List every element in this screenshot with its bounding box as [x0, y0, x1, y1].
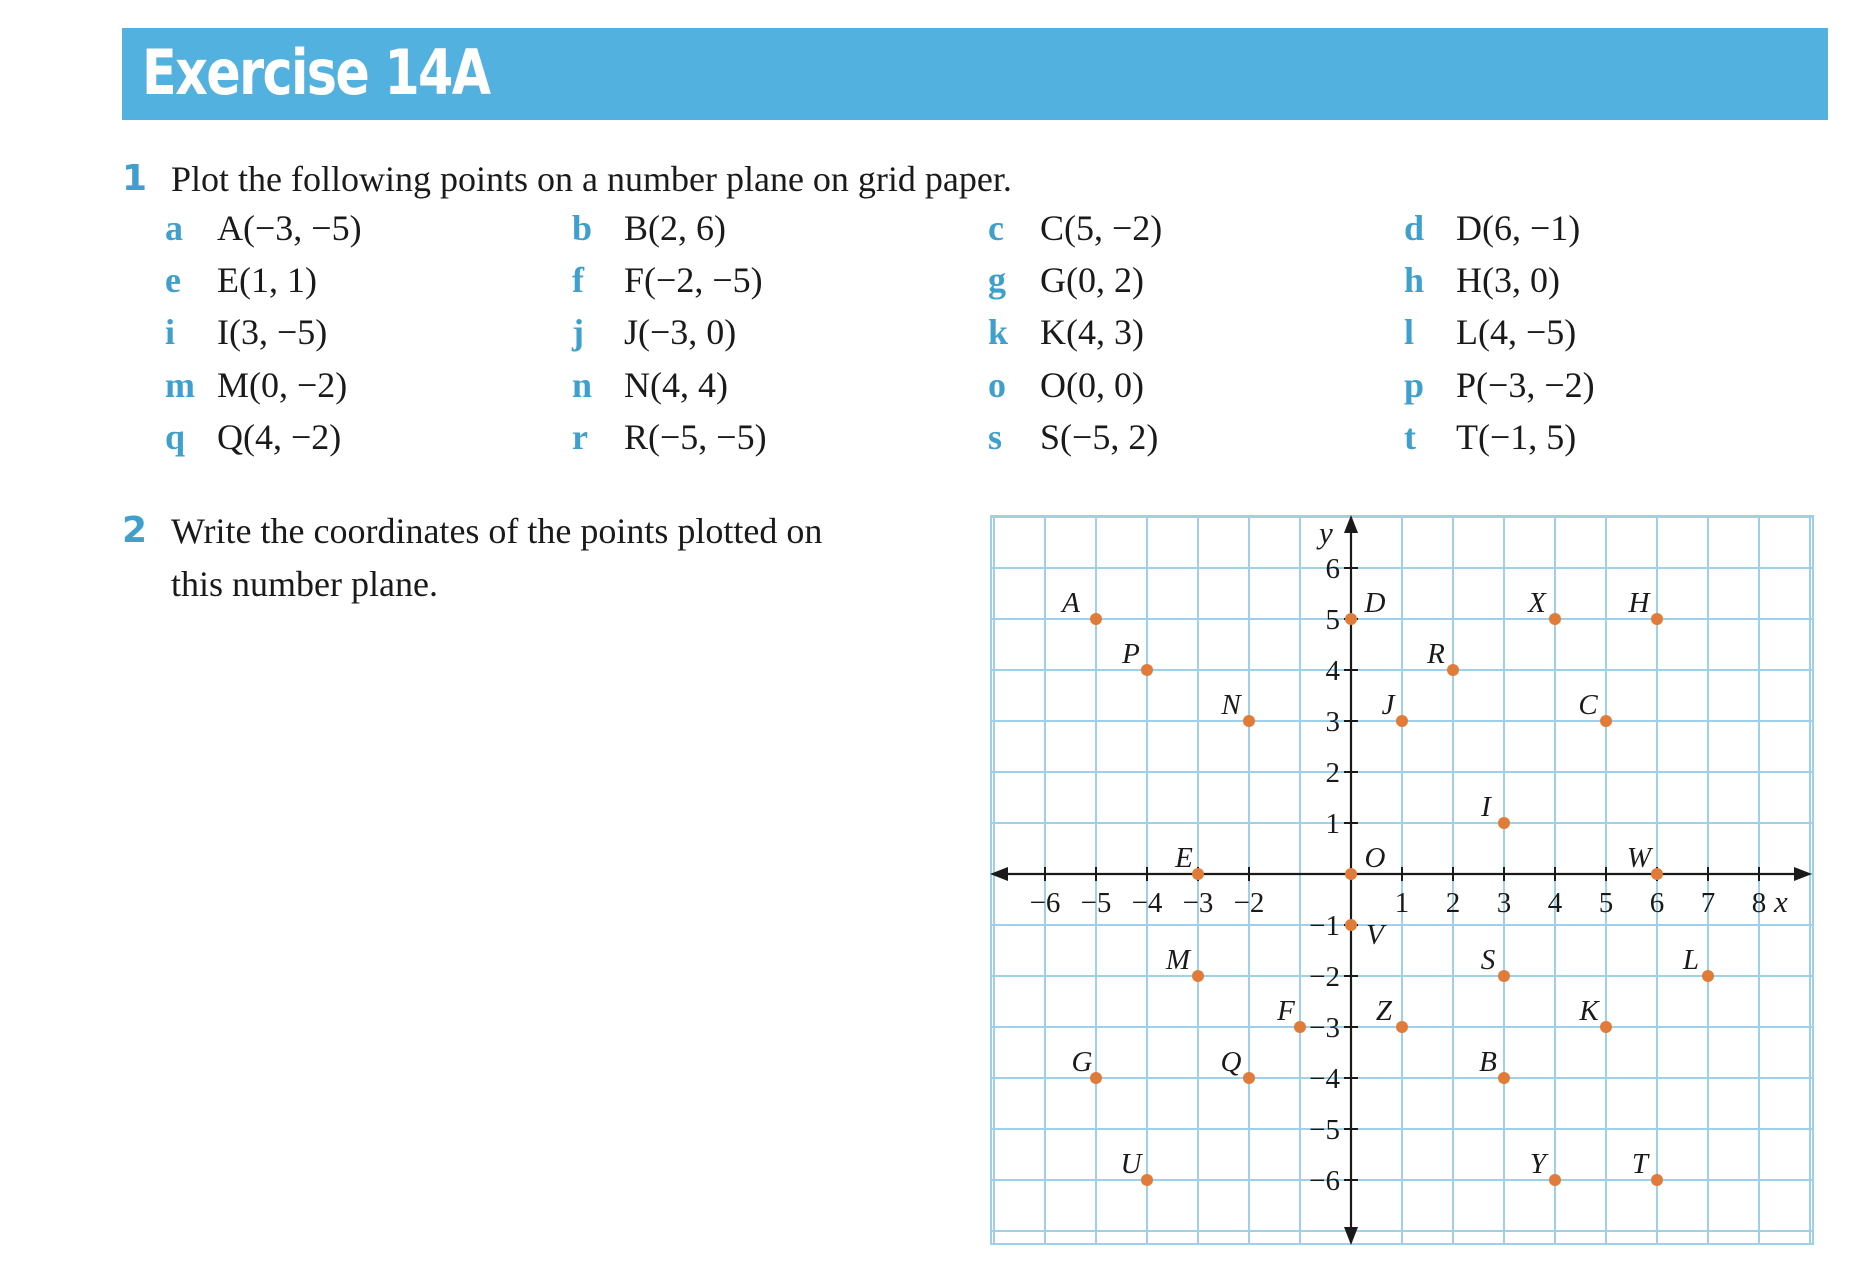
x-tick-label: −6 [1029, 887, 1061, 919]
number-plane [990, 515, 1814, 1245]
x-tick-label: 7 [1700, 887, 1716, 919]
point-P-marker [1141, 664, 1153, 676]
point-E-marker [1192, 868, 1204, 880]
y-axis-name: y [1319, 515, 1333, 550]
point-C-marker [1600, 715, 1612, 727]
item-o [988, 364, 1144, 416]
point-E-label: E [1175, 842, 1193, 874]
item-letter: m [165, 365, 195, 405]
point-S-label: S [1480, 944, 1496, 976]
point-G-label: G [1071, 1046, 1093, 1078]
item-coordinate: J(−3, 0) [624, 312, 737, 352]
item-letter: q [165, 417, 186, 457]
item-coordinate: B(2, 6) [624, 208, 726, 248]
x-tick-label: 3 [1496, 887, 1512, 919]
item-i [165, 311, 327, 363]
item-g [988, 259, 1144, 311]
item-letter: a [165, 208, 183, 248]
item-s [988, 416, 1158, 468]
item-q [165, 416, 341, 468]
item-coordinate: H(3, 0) [1456, 260, 1560, 300]
item-letter: l [1404, 312, 1415, 352]
point-O-marker [1345, 868, 1357, 880]
point-Y-marker [1549, 1174, 1561, 1186]
question-2-text-line-2: this number plane. [171, 564, 438, 604]
y-tick-label: −5 [1309, 1114, 1340, 1146]
x-tick-label: −4 [1131, 887, 1163, 919]
point-Z-label: Z [1375, 995, 1393, 1027]
y-tick-label: 4 [1325, 655, 1340, 687]
item-p [1404, 364, 1595, 416]
question-1-text: Plot the following points on a number plane on grid paper. [171, 159, 1012, 199]
item-coordinate: I(3, −5) [217, 312, 328, 352]
item-coordinate: F(−2, −5) [624, 260, 763, 300]
item-k [988, 311, 1144, 363]
point-I-marker [1498, 817, 1510, 829]
x-tick-label: 2 [1445, 887, 1461, 919]
question-2-number: 2 [122, 510, 148, 551]
question-1-number: 1 [122, 158, 148, 199]
item-letter: d [1404, 208, 1425, 248]
item-coordinate: O(0, 0) [1040, 365, 1144, 405]
point-W-label: W [1626, 842, 1652, 874]
item-coordinate: K(4, 3) [1040, 312, 1144, 352]
point-I-label: I [1481, 791, 1491, 823]
item-letter: f [572, 260, 584, 300]
point-X-marker [1549, 613, 1561, 625]
item-coordinate: Q(4, −2) [217, 417, 342, 457]
item-coordinate: L(4, −5) [1456, 312, 1577, 352]
x-tick-label: 4 [1547, 887, 1563, 919]
point-T-marker [1651, 1174, 1663, 1186]
point-U-label: U [1120, 1148, 1142, 1180]
point-S-marker [1498, 970, 1510, 982]
y-tick-label: 1 [1325, 808, 1340, 840]
point-U-marker [1141, 1174, 1153, 1186]
y-tick-label: −6 [1309, 1165, 1340, 1197]
item-coordinate: D(6, −1) [1456, 208, 1581, 248]
x-tick-label: −2 [1233, 887, 1265, 919]
point-W-marker [1651, 868, 1663, 880]
item-coordinate: P(−3, −2) [1456, 365, 1595, 405]
item-letter: h [1404, 260, 1425, 300]
point-J-marker [1396, 715, 1408, 727]
item-t [1404, 416, 1576, 468]
y-tick-label: −1 [1309, 910, 1340, 942]
x-tick-label: 5 [1598, 887, 1614, 919]
x-tick-label: 8 [1751, 887, 1767, 919]
x-tick-label: −5 [1080, 887, 1112, 919]
item-coordinate: R(−5, −5) [624, 417, 767, 457]
point-B-label: B [1479, 1046, 1497, 1078]
point-R-marker [1447, 664, 1459, 676]
header-banner [122, 28, 1828, 120]
item-letter: o [988, 365, 1006, 405]
item-letter: e [165, 260, 181, 300]
item-letter: r [572, 417, 588, 457]
point-H-marker [1651, 613, 1663, 625]
point-T-label: T [1631, 1148, 1649, 1180]
x-tick-label: −3 [1182, 887, 1214, 919]
point-B-marker [1498, 1072, 1510, 1084]
point-V-label: V [1366, 919, 1384, 951]
point-M-label: M [1165, 944, 1191, 976]
item-b [572, 207, 726, 259]
point-D-label: D [1364, 587, 1386, 619]
point-P-label: P [1122, 638, 1140, 670]
point-C-label: C [1578, 689, 1598, 721]
item-coordinate: M(0, −2) [217, 365, 348, 405]
point-Q-label: Q [1220, 1046, 1242, 1078]
point-O-label: O [1364, 842, 1386, 874]
item-e [165, 259, 317, 311]
item-a [165, 207, 362, 259]
item-letter: n [572, 365, 593, 405]
item-d [1404, 207, 1580, 259]
point-N-marker [1243, 715, 1255, 727]
point-L-label: L [1682, 944, 1700, 976]
x-tick-label: 6 [1649, 887, 1665, 919]
item-letter: p [1404, 365, 1425, 405]
point-F-marker [1294, 1021, 1306, 1033]
item-l [1404, 311, 1576, 363]
point-M-marker [1192, 970, 1204, 982]
item-h [1404, 259, 1560, 311]
point-X-label: X [1528, 587, 1546, 619]
x-tick-label: 1 [1394, 887, 1410, 919]
x-axis-name: x [1774, 884, 1788, 919]
item-coordinate: G(0, 2) [1040, 260, 1144, 300]
item-f [572, 259, 763, 311]
point-F-label: F [1277, 995, 1295, 1027]
point-A-marker [1090, 613, 1102, 625]
point-Y-label: Y [1529, 1148, 1547, 1180]
y-tick-label: 5 [1325, 604, 1340, 636]
item-letter: i [165, 312, 176, 352]
item-letter: b [572, 208, 593, 248]
point-K-marker [1600, 1021, 1612, 1033]
y-tick-label: 3 [1325, 706, 1340, 738]
point-D-marker [1345, 613, 1357, 625]
item-coordinate: T(−1, 5) [1456, 417, 1577, 457]
item-coordinate: C(5, −2) [1040, 208, 1163, 248]
item-letter: s [988, 417, 1003, 457]
y-tick-label: 6 [1325, 553, 1340, 585]
point-K-label: K [1579, 995, 1599, 1027]
point-V-marker [1345, 919, 1357, 931]
item-c [988, 207, 1162, 259]
point-Z-marker [1396, 1021, 1408, 1033]
item-letter: t [1404, 417, 1416, 457]
question-2-text-line-1: Write the coordinates of the points plotted on [171, 511, 823, 551]
point-N-label: N [1221, 689, 1241, 721]
y-tick-label: −3 [1309, 1012, 1340, 1044]
item-letter: g [988, 260, 1006, 300]
point-A-label: A [1062, 587, 1080, 619]
item-n [572, 364, 728, 416]
point-Q-marker [1243, 1072, 1255, 1084]
item-j [572, 311, 736, 363]
item-coordinate: E(1, 1) [217, 260, 317, 300]
item-m [165, 364, 347, 416]
item-letter: k [988, 312, 1009, 352]
item-coordinate: S(−5, 2) [1040, 417, 1159, 457]
point-J-label: J [1381, 689, 1395, 721]
number-plane-svg [990, 515, 1814, 1245]
point-L-marker [1702, 970, 1714, 982]
item-r [572, 416, 767, 468]
item-coordinate: A(−3, −5) [217, 208, 362, 248]
y-tick-label: −2 [1309, 961, 1340, 993]
y-tick-label: 2 [1325, 757, 1340, 789]
item-coordinate: N(4, 4) [624, 365, 728, 405]
y-tick-label: −4 [1309, 1063, 1340, 1095]
point-R-label: R [1427, 638, 1445, 670]
item-letter: c [988, 208, 1004, 248]
exercise-title: Exercise 14A [142, 36, 490, 109]
point-H-label: H [1628, 587, 1650, 619]
item-letter: j [572, 312, 584, 352]
